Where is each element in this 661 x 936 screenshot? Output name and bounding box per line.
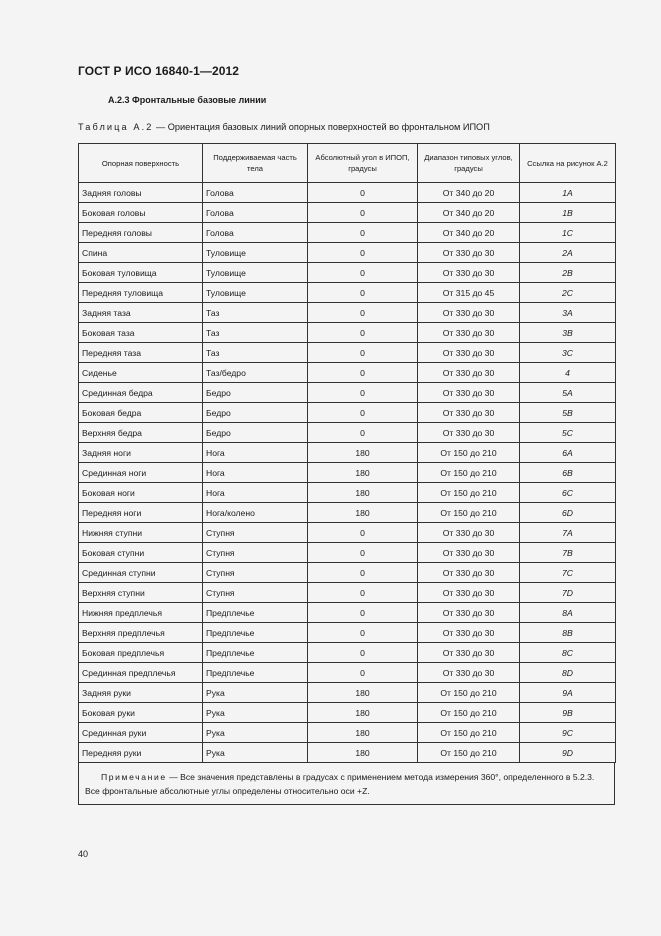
cell-absolute-angle: 0: [308, 423, 418, 443]
cell-surface: Передняя ноги: [79, 503, 203, 523]
cell-absolute-angle: 180: [308, 463, 418, 483]
cell-surface: Передняя таза: [79, 343, 203, 363]
cell-angle-range: От 330 до 30: [418, 523, 520, 543]
cell-absolute-angle: 0: [308, 263, 418, 283]
cell-body-part: Голова: [203, 203, 308, 223]
cell-angle-range: От 330 до 30: [418, 423, 520, 443]
table-row: [79, 683, 616, 703]
cell-body-part: Таз/бедро: [203, 363, 308, 383]
cell-absolute-angle: 0: [308, 603, 418, 623]
cell-body-part: Ступня: [203, 523, 308, 543]
cell-figure-ref: 6C: [520, 483, 616, 503]
cell-figure-ref: 3C: [520, 343, 616, 363]
page-number: 40: [78, 849, 89, 859]
cell-body-part: Рука: [203, 723, 308, 743]
cell-body-part: Бедро: [203, 403, 308, 423]
cell-figure-ref: 9A: [520, 683, 616, 703]
table-row: [79, 423, 616, 443]
cell-surface: Боковая таза: [79, 323, 203, 343]
cell-surface: Передняя головы: [79, 223, 203, 243]
cell-figure-ref: 6D: [520, 503, 616, 523]
cell-surface: Срединная ноги: [79, 463, 203, 483]
cell-angle-range: От 330 до 30: [418, 403, 520, 423]
cell-angle-range: От 150 до 210: [418, 463, 520, 483]
cell-surface: Срединная бедра: [79, 383, 203, 403]
cell-angle-range: От 330 до 30: [418, 563, 520, 583]
cell-body-part: Голова: [203, 223, 308, 243]
cell-surface: Боковая ноги: [79, 483, 203, 503]
cell-figure-ref: 8C: [520, 643, 616, 663]
column-header: Ссылка на рисунок А.2: [520, 144, 616, 183]
table-row: [79, 603, 616, 623]
cell-figure-ref: 9B: [520, 703, 616, 723]
cell-surface: Задняя таза: [79, 303, 203, 323]
cell-surface: Передняя руки: [79, 743, 203, 763]
cell-surface: Передняя туловища: [79, 283, 203, 303]
cell-figure-ref: 4: [520, 363, 616, 383]
cell-figure-ref: 8D: [520, 663, 616, 683]
table-row: [79, 223, 616, 243]
table-row: [79, 503, 616, 523]
table-row: [79, 523, 616, 543]
table-container: [78, 143, 615, 805]
cell-body-part: Нога: [203, 443, 308, 463]
cell-absolute-angle: 0: [308, 303, 418, 323]
cell-angle-range: От 150 до 210: [418, 743, 520, 763]
cell-body-part: Таз: [203, 343, 308, 363]
cell-absolute-angle: 0: [308, 403, 418, 423]
cell-surface: Боковая руки: [79, 703, 203, 723]
cell-figure-ref: 9C: [520, 723, 616, 743]
cell-angle-range: От 330 до 30: [418, 323, 520, 343]
page-header: ГОСТ Р ИСО 16840-1—2012: [78, 64, 240, 78]
column-header: Абсолютный угол в ИПОП, градусы: [308, 144, 418, 183]
table-row: [79, 463, 616, 483]
cell-absolute-angle: 180: [308, 703, 418, 723]
cell-body-part: Предплечье: [203, 603, 308, 623]
orientation-table: [78, 143, 616, 763]
cell-body-part: Рука: [203, 683, 308, 703]
cell-absolute-angle: 0: [308, 343, 418, 363]
section-heading: А.2.3 Фронтальные базовые линии: [108, 95, 267, 105]
cell-surface: Спина: [79, 243, 203, 263]
table-row: [79, 303, 616, 323]
cell-figure-ref: 3A: [520, 303, 616, 323]
cell-angle-range: От 340 до 20: [418, 183, 520, 203]
cell-surface: Срединная ступни: [79, 563, 203, 583]
cell-absolute-angle: 0: [308, 323, 418, 343]
cell-angle-range: От 150 до 210: [418, 483, 520, 503]
table-row: [79, 623, 616, 643]
cell-figure-ref: 7B: [520, 543, 616, 563]
cell-surface: Верхняя ступни: [79, 583, 203, 603]
cell-body-part: Нога: [203, 483, 308, 503]
table-row: [79, 663, 616, 683]
table-caption-label: Таблица А.2: [78, 122, 154, 132]
cell-body-part: Таз: [203, 303, 308, 323]
cell-body-part: Предплечье: [203, 643, 308, 663]
cell-absolute-angle: 180: [308, 483, 418, 503]
cell-absolute-angle: 180: [308, 503, 418, 523]
table-row: [79, 703, 616, 723]
cell-angle-range: От 330 до 30: [418, 643, 520, 663]
cell-figure-ref: 2A: [520, 243, 616, 263]
cell-angle-range: От 315 до 45: [418, 283, 520, 303]
column-header: Поддерживаемая часть тела: [203, 144, 308, 183]
cell-body-part: Ступня: [203, 583, 308, 603]
cell-angle-range: От 150 до 210: [418, 443, 520, 463]
cell-body-part: Ступня: [203, 543, 308, 563]
cell-body-part: Предплечье: [203, 663, 308, 683]
cell-figure-ref: 8B: [520, 623, 616, 643]
cell-absolute-angle: 0: [308, 363, 418, 383]
cell-absolute-angle: 180: [308, 683, 418, 703]
cell-body-part: Туловище: [203, 263, 308, 283]
cell-absolute-angle: 0: [308, 243, 418, 263]
cell-surface: Задняя руки: [79, 683, 203, 703]
cell-angle-range: От 330 до 30: [418, 343, 520, 363]
cell-angle-range: От 330 до 30: [418, 623, 520, 643]
column-header: Диапазон типовых углов, градусы: [418, 144, 520, 183]
table-row: [79, 443, 616, 463]
cell-figure-ref: 3B: [520, 323, 616, 343]
cell-angle-range: От 330 до 30: [418, 603, 520, 623]
cell-absolute-angle: 180: [308, 723, 418, 743]
cell-surface: Верхняя бедра: [79, 423, 203, 443]
table-row: [79, 203, 616, 223]
table-header-row: [79, 144, 616, 183]
cell-angle-range: От 330 до 30: [418, 263, 520, 283]
cell-surface: Боковая предплечья: [79, 643, 203, 663]
cell-absolute-angle: 0: [308, 663, 418, 683]
cell-figure-ref: 5C: [520, 423, 616, 443]
cell-absolute-angle: 0: [308, 643, 418, 663]
table-row: [79, 583, 616, 603]
table-row: [79, 483, 616, 503]
cell-figure-ref: 2C: [520, 283, 616, 303]
cell-absolute-angle: 0: [308, 183, 418, 203]
cell-figure-ref: 7C: [520, 563, 616, 583]
cell-absolute-angle: 0: [308, 583, 418, 603]
cell-figure-ref: 7D: [520, 583, 616, 603]
cell-body-part: Голова: [203, 183, 308, 203]
table-row: [79, 183, 616, 203]
cell-absolute-angle: 180: [308, 443, 418, 463]
cell-angle-range: От 330 до 30: [418, 383, 520, 403]
cell-surface: Боковая бедра: [79, 403, 203, 423]
cell-figure-ref: 9D: [520, 743, 616, 763]
table-row: [79, 643, 616, 663]
cell-surface: Боковая туловища: [79, 263, 203, 283]
cell-body-part: Рука: [203, 703, 308, 723]
table-caption-text: — Ориентация базовых линий опорных поверхностей во фронтальном ИПОП: [153, 122, 490, 132]
cell-body-part: Ступня: [203, 563, 308, 583]
cell-figure-ref: 5B: [520, 403, 616, 423]
cell-surface: Боковая головы: [79, 203, 203, 223]
cell-figure-ref: 2B: [520, 263, 616, 283]
table-row: [79, 243, 616, 263]
cell-angle-range: От 150 до 210: [418, 703, 520, 723]
cell-surface: Нижняя ступни: [79, 523, 203, 543]
cell-body-part: Туловище: [203, 283, 308, 303]
cell-absolute-angle: 0: [308, 543, 418, 563]
cell-body-part: Туловище: [203, 243, 308, 263]
table-row: [79, 403, 616, 423]
cell-body-part: Таз: [203, 323, 308, 343]
cell-surface: Срединная предплечья: [79, 663, 203, 683]
cell-absolute-angle: 180: [308, 743, 418, 763]
cell-figure-ref: 6A: [520, 443, 616, 463]
note-label: Примечание: [101, 772, 167, 782]
cell-figure-ref: 7A: [520, 523, 616, 543]
table-row: [79, 363, 616, 383]
cell-surface: Задняя ноги: [79, 443, 203, 463]
cell-body-part: Бедро: [203, 383, 308, 403]
table-caption: [78, 122, 490, 132]
cell-angle-range: От 330 до 30: [418, 583, 520, 603]
cell-angle-range: От 150 до 210: [418, 683, 520, 703]
cell-angle-range: От 330 до 30: [418, 663, 520, 683]
cell-angle-range: От 330 до 30: [418, 303, 520, 323]
table-row: [79, 543, 616, 563]
cell-surface: Боковая ступни: [79, 543, 203, 563]
cell-figure-ref: 1C: [520, 223, 616, 243]
cell-body-part: Предплечье: [203, 623, 308, 643]
cell-absolute-angle: 0: [308, 623, 418, 643]
cell-figure-ref: 1B: [520, 203, 616, 223]
cell-absolute-angle: 0: [308, 523, 418, 543]
cell-figure-ref: 8A: [520, 603, 616, 623]
table-row: [79, 563, 616, 583]
table-row: [79, 343, 616, 363]
cell-absolute-angle: 0: [308, 383, 418, 403]
table-row: [79, 283, 616, 303]
table-row: [79, 323, 616, 343]
table-note: [78, 763, 615, 805]
column-header: Опорная поверхность: [79, 144, 203, 183]
cell-figure-ref: 6B: [520, 463, 616, 483]
cell-absolute-angle: 0: [308, 203, 418, 223]
cell-angle-range: От 150 до 210: [418, 503, 520, 523]
cell-surface: Верхняя предплечья: [79, 623, 203, 643]
cell-surface: Срединная руки: [79, 723, 203, 743]
cell-surface: Задняя головы: [79, 183, 203, 203]
cell-figure-ref: 1A: [520, 183, 616, 203]
cell-figure-ref: 5A: [520, 383, 616, 403]
cell-body-part: Рука: [203, 743, 308, 763]
table-row: [79, 723, 616, 743]
table-row: [79, 743, 616, 763]
cell-surface: Сиденье: [79, 363, 203, 383]
cell-angle-range: От 340 до 20: [418, 203, 520, 223]
cell-body-part: Нога: [203, 463, 308, 483]
cell-absolute-angle: 0: [308, 223, 418, 243]
cell-body-part: Нога/колено: [203, 503, 308, 523]
cell-angle-range: От 330 до 30: [418, 543, 520, 563]
cell-absolute-angle: 0: [308, 283, 418, 303]
note-text: — Все значения представлены в градусах с применением метода измерения 360°, определенного в 5.2.3. Все фронтальные абсолютные углы определены относительно оси +Z.: [85, 772, 595, 796]
table-body: [79, 183, 616, 763]
cell-body-part: Бедро: [203, 423, 308, 443]
cell-absolute-angle: 0: [308, 563, 418, 583]
cell-angle-range: От 330 до 30: [418, 243, 520, 263]
table-row: [79, 263, 616, 283]
cell-angle-range: От 340 до 20: [418, 223, 520, 243]
cell-surface: Нижняя предплечья: [79, 603, 203, 623]
cell-angle-range: От 330 до 30: [418, 363, 520, 383]
cell-angle-range: От 150 до 210: [418, 723, 520, 743]
table-row: [79, 383, 616, 403]
